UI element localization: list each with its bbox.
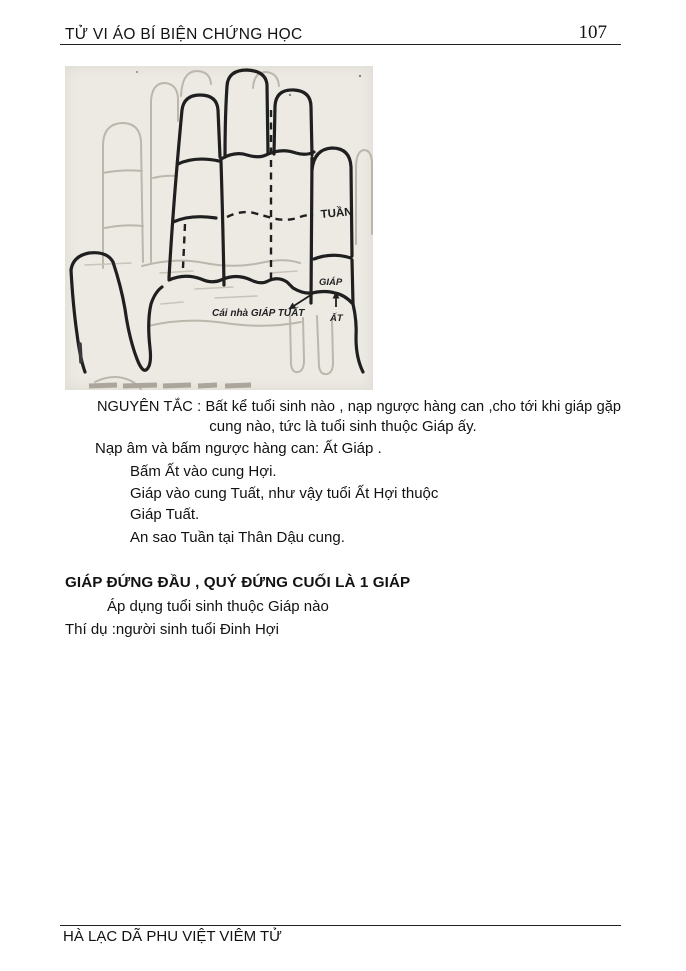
step-line-4: An sao Tuần tại Thân Dậu cung.: [130, 529, 345, 546]
scan-artifact: [89, 385, 251, 386]
header-divider: [60, 44, 621, 45]
palm-figure: [65, 66, 373, 390]
giap-label: GIÁP: [319, 277, 343, 288]
at-label: ẤT: [330, 313, 343, 324]
ink-hand: [71, 70, 363, 372]
principle-line-1: NGUYÊN TẮC : Bất kể tuổi sinh nào , nạp ngược hàng can ,cho tới khi giáp gặp: [97, 399, 621, 415]
tuan-label: TUẦN: [320, 206, 354, 221]
ghost-hand: [85, 71, 372, 390]
step-line-3: Giáp Tuất.: [130, 506, 200, 523]
dashed-guides: [183, 110, 313, 280]
sub-line-1: Áp dụng tuổi sinh thuộc Giáp nào: [107, 598, 329, 615]
page-title: TỬ VI ÁO BÍ BIỆN CHỨNG HỌC: [65, 26, 303, 43]
step-line-2: Giáp vào cung Tuất, như vậy tuổi Ất Hợi thuộc: [130, 485, 439, 502]
intro-line: Nạp âm và bấm ngược hàng can: Ất Giáp .: [95, 440, 382, 457]
section-heading: GIÁP ĐỨNG ĐẦU , QUÝ ĐỨNG CUỐI LÀ 1 GIÁP: [65, 574, 411, 591]
footer-divider: [60, 925, 621, 926]
sub-line-2: Thí dụ :người sinh tuổi Đinh Hợi: [65, 621, 279, 638]
step-line-1: Bấm Ất vào cung Hợi.: [130, 463, 277, 480]
footer-author: HÀ LẠC DÃ PHU VIỆT VIÊM TỬ: [63, 928, 282, 945]
principle-line-2: cung nào, tức là tuổi sinh thuộc Giáp ấy.: [209, 418, 477, 435]
hand-figure-svg: [65, 66, 373, 390]
page-number: 107: [578, 22, 607, 43]
figure-note: Cái nhà GIÁP TUẤT: [212, 308, 305, 319]
